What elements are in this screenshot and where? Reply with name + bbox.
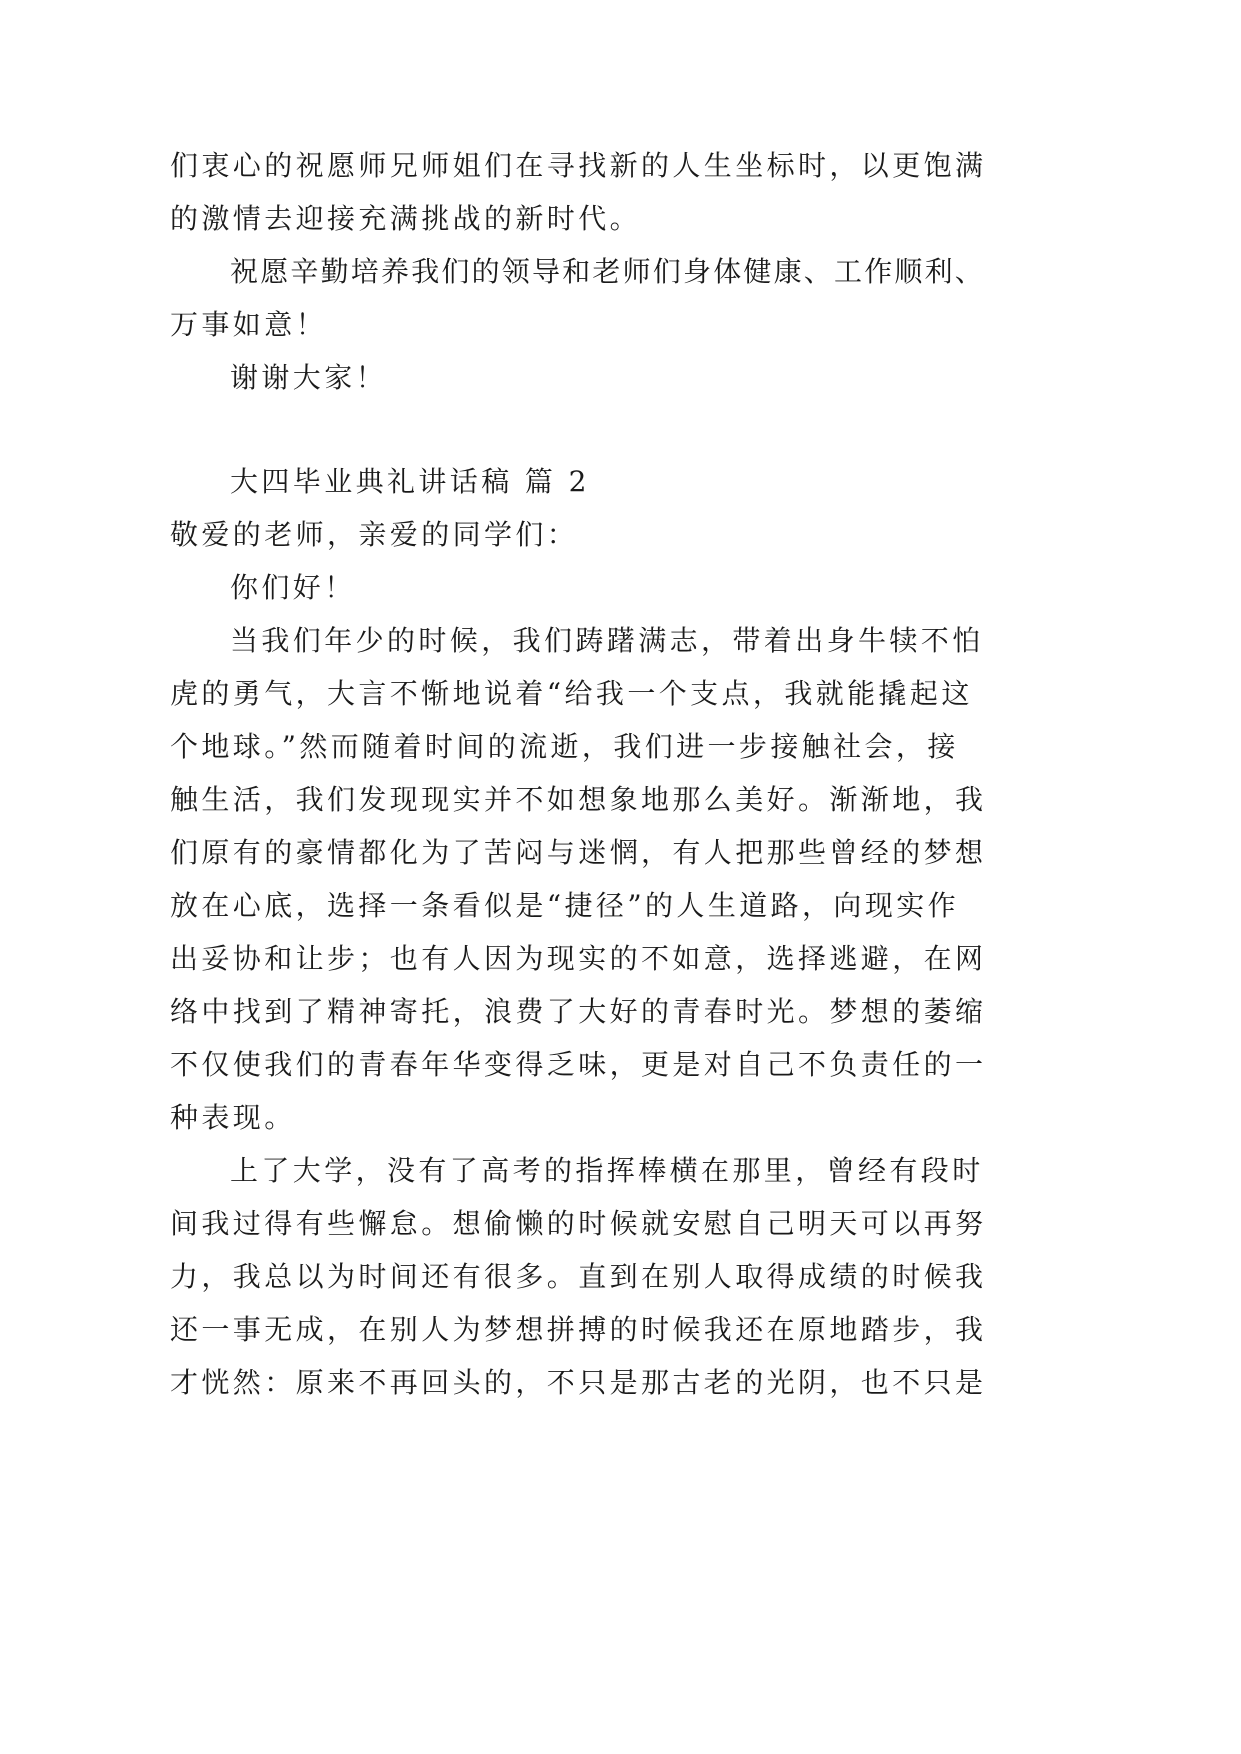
salutation: 敬爱的老师，亲爱的同学们： — [170, 518, 579, 551]
text-line: 种表现。 — [170, 1101, 296, 1134]
text-line: 不仅使我们的青春年华变得乏味，更是对自己不负责任的一 — [170, 1048, 987, 1081]
text-line: 谢谢大家！ — [230, 361, 388, 394]
text-line: 放在心底，选择一条看似是“捷径”的人生道路，向现实作 — [170, 889, 960, 922]
text-line: 个地球。”然而随着时间的流逝，我们进一步接触社会，接 — [170, 730, 959, 763]
section-heading: 大四毕业典礼讲话稿 篇 2 — [230, 465, 590, 498]
text-line: 当我们年少的时候，我们踌躇满志，带着出身牛犊不怕 — [230, 624, 984, 657]
text-line: 万事如意！ — [170, 308, 328, 341]
text-line: 间我过得有些懈怠。想偷懒的时候就安慰自己明天可以再努 — [170, 1207, 987, 1240]
text-line: 们原有的豪情都化为了苦闷与迷惘，有人把那些曾经的梦想 — [170, 836, 987, 869]
text-line: 的激情去迎接充满挑战的新时代。 — [170, 202, 642, 235]
text-line: 们衷心的祝愿师兄师姐们在寻找新的人生坐标时，以更饱满 — [170, 149, 987, 182]
text-line: 上了大学，没有了高考的指挥棒横在那里，曾经有段时 — [230, 1154, 984, 1187]
text-line: 络中找到了精神寄托，浪费了大好的青春时光。梦想的萎缩 — [170, 995, 987, 1028]
text-line: 还一事无成，在别人为梦想拼搏的时候我还在原地踏步，我 — [170, 1313, 987, 1346]
text-line: 才恍然：原来不再回头的，不只是那古老的光阴，也不只是 — [170, 1366, 987, 1399]
text-line: 祝愿辛勤培养我们的领导和老师们身体健康、工作顺利、 — [230, 255, 986, 288]
text-line: 触生活，我们发现现实并不如想象地那么美好。渐渐地，我 — [170, 783, 987, 816]
text-line: 你们好！ — [230, 571, 356, 604]
text-line: 虎的勇气，大言不惭地说着“给我一个支点，我就能撬起这 — [170, 677, 973, 710]
text-line: 力，我总以为时间还有很多。直到在别人取得成绩的时候我 — [170, 1260, 987, 1293]
text-line: 出妥协和让步；也有人因为现实的不如意，选择逃避，在网 — [170, 942, 987, 975]
